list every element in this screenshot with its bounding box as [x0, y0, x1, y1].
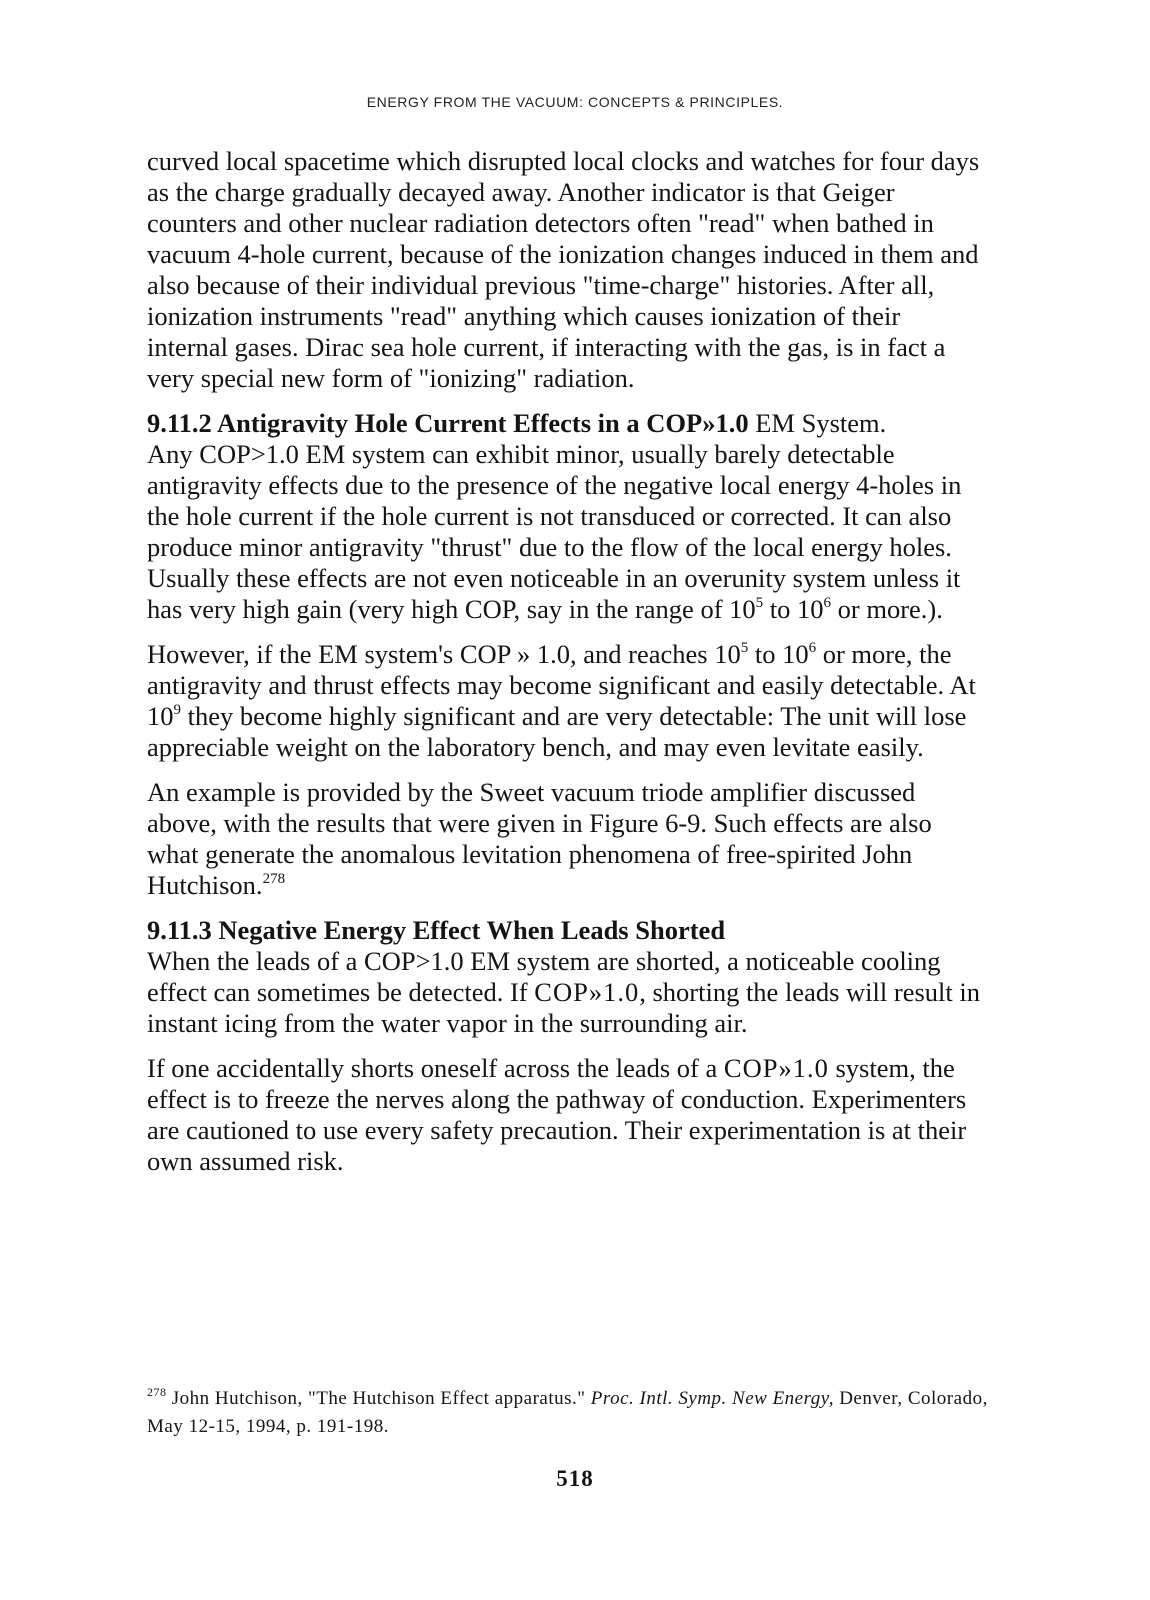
section-9-11-3	[147, 915, 987, 1039]
paragraph-cop-high	[147, 639, 987, 763]
paragraph-text: An example is provided by the Sweet vacuum triode amplifier discussed above, with the results that were given in Figure 6-9. Such effects are also what generate the anomalous levitation phenomena of free-spirited John Hutchison.	[147, 777, 932, 900]
cop-term: COP»1.0	[534, 977, 640, 1007]
section-heading-9-11-2: 9.11.2 Antigravity Hole Current Effects in a COP»1.0	[147, 408, 749, 438]
section-heading-tail: EM System.	[748, 408, 887, 438]
paragraph-text: they become highly significant and are very detectable: The unit will lose appreciable weight on the laboratory bench, and may even levitate easily.	[147, 701, 967, 762]
footnote-number: 278	[147, 1385, 167, 1399]
exponent: 5	[755, 595, 764, 611]
paragraph-text: to 10	[748, 639, 809, 669]
footnote	[147, 1385, 1007, 1441]
body-text	[147, 146, 987, 1191]
exponent: 6	[823, 595, 832, 611]
section-heading-9-11-3: 9.11.3 Negative Energy Effect When Leads Shorted	[147, 915, 726, 945]
exponent: 6	[808, 640, 817, 656]
paragraph-text: Any COP>1.0 EM system can exhibit minor, usually barely detectable antigravity effects due to the presence of the negative local energy 4-holes in the hole current if the hole current is not transduced or corrected. It can also produce minor antigravity "thrust" due to the flow of the local energy holes. Usually these effects are not even noticeable in an overunity system unless it has very high gain (very high COP, say in the range of 10	[147, 439, 962, 624]
cop-term: COP»1.0	[723, 1053, 829, 1083]
page-number: 518	[556, 1466, 594, 1491]
exponent: 9	[173, 702, 181, 718]
paragraph-text: or more, the antigravity and thrust effects may become significant and easily detectable. At 10	[147, 639, 976, 731]
running-header: ENERGY FROM THE VACUUM: CONCEPTS & PRINCIPLES.	[366, 94, 784, 110]
paragraph-text: to 10	[763, 594, 824, 624]
paragraph-text: system, the effect is to freeze the nerves along the pathway of conduction. Experimenters are cautioned to use every safety precaution. Their experimentation is at their own assumed risk.	[147, 1053, 967, 1176]
paragraph-example	[147, 777, 987, 901]
section-9-11-2	[147, 408, 987, 625]
footnote-journal: Proc. Intl. Symp. New Energy,	[590, 1388, 834, 1409]
paragraph-text: When the leads of a COP>1.0 EM system are shorted, a noticeable cooling effect can sometimes be detected. If	[147, 946, 941, 1007]
footnote-text: John Hutchison, "The Hutchison Effect apparatus."	[166, 1388, 591, 1409]
paragraph-continued: curved local spacetime which disrupted local clocks and watches for four days as the charge gradually decayed away. Another indicator is that Geiger counters and other nuclear radiation detectors often "read" when bathed in vacuum 4-hole current, because of the ionization changes induced in them and also because of their individual previous "time-charge" histories. After all, ionization instruments "read" anything which causes ionization of their internal gases. Dirac sea hole current, if interacting with the gas, is in fact a very special new form of "ionizing" radiation.	[147, 146, 980, 393]
paragraph-text: If one accidentally shorts oneself across the leads of a	[147, 1053, 724, 1083]
paragraph-text: However, if the EM system's COP » 1.0, and reaches 10	[147, 639, 741, 669]
paragraph-text: , shorting the leads will result in instant icing from the water vapor in the surrounding air.	[147, 977, 980, 1038]
paragraph-caution	[147, 1053, 987, 1177]
footnote-ref: 278	[262, 871, 286, 887]
paragraph-text: or more.).	[831, 594, 943, 624]
exponent: 5	[740, 640, 749, 656]
footnote-text: Denver, Colorado, May 12-15, 1994, p. 191-198.	[147, 1388, 988, 1437]
